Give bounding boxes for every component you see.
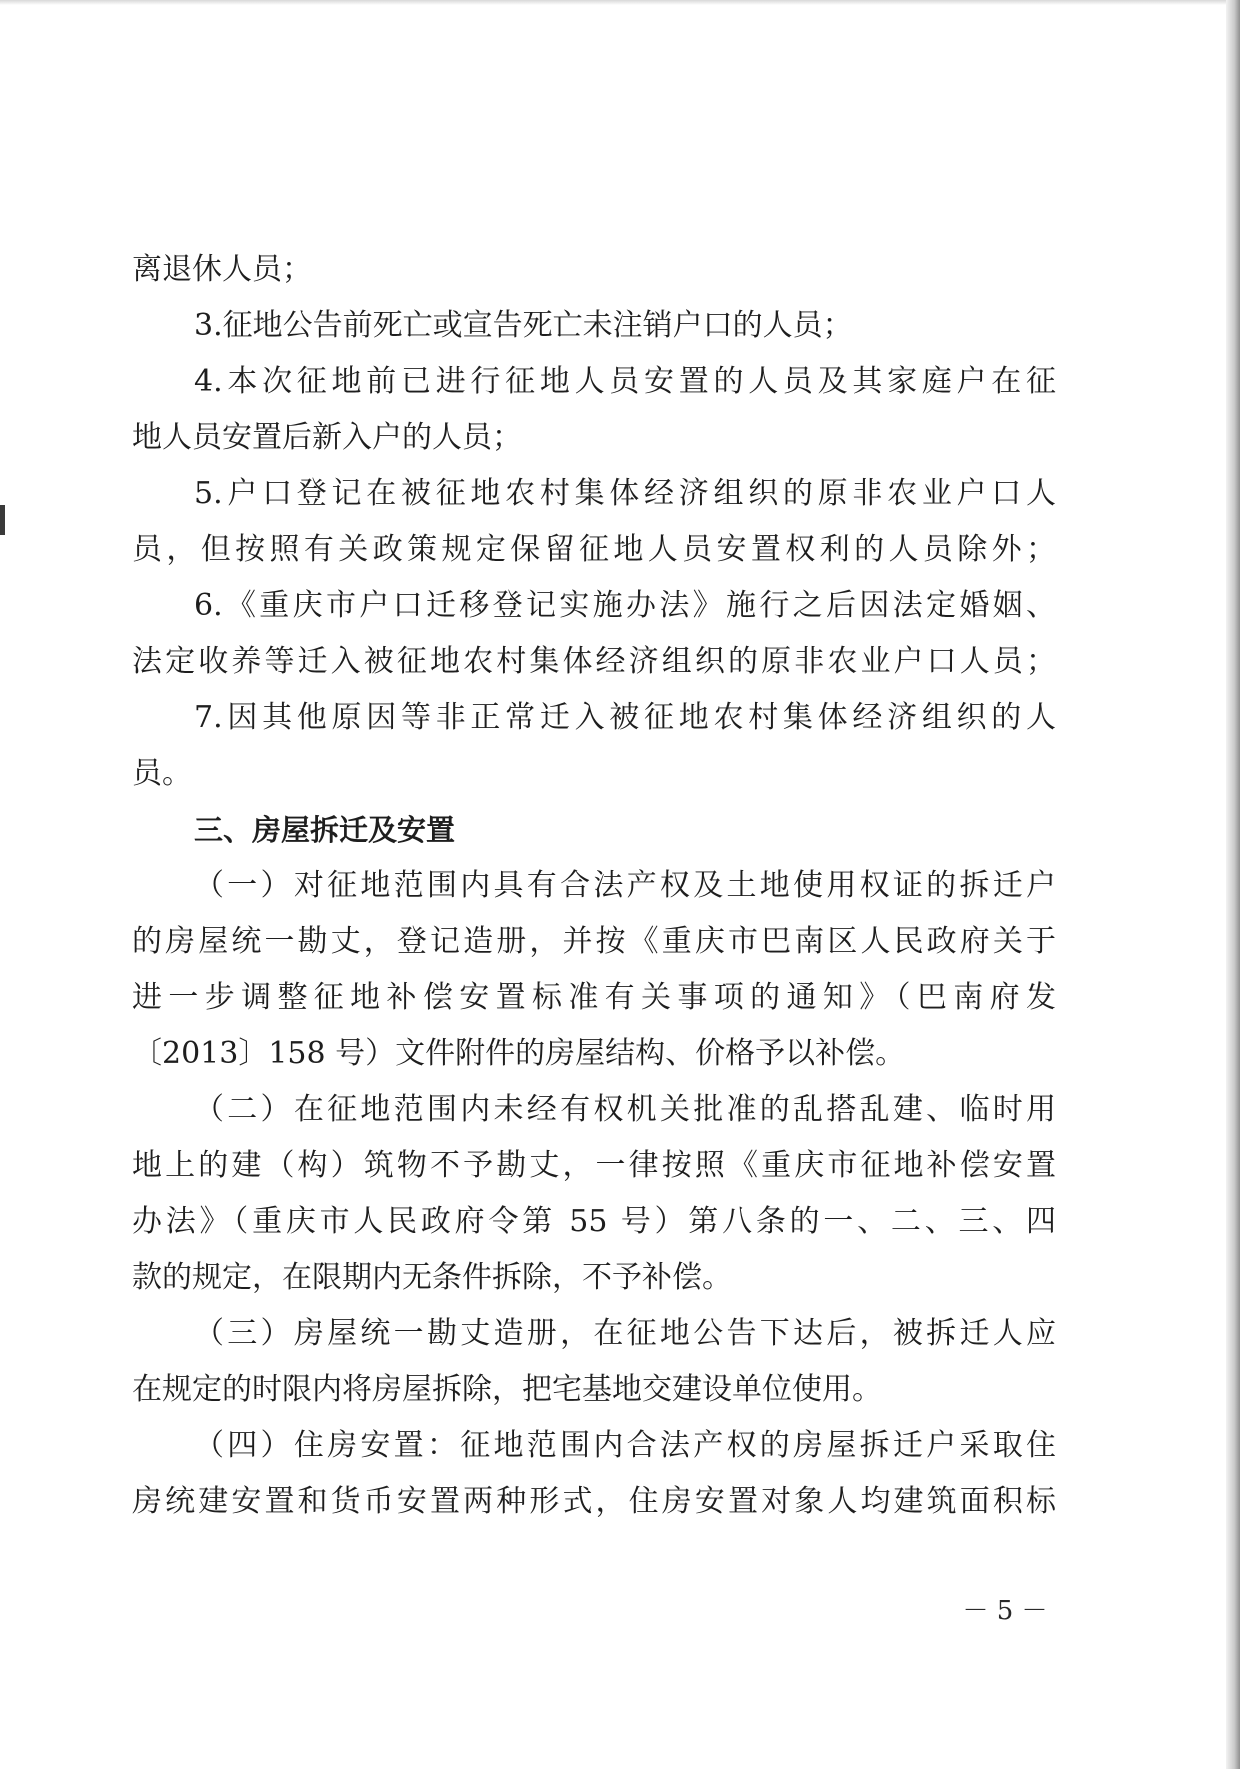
- text-line: 办法》（重庆市人民政府令第 55 号）第八条的一、二、三、四: [132, 1204, 1056, 1239]
- page-number: － 5 －: [962, 1596, 1048, 1626]
- text-line: 地上的建（构）筑物不予勘丈，一律按照《重庆市征地补偿安置: [132, 1148, 1056, 1183]
- text-line: 款的规定，在限期内无条件拆除，不予补偿。: [132, 1260, 732, 1295]
- paragraph-2-line: （二）在征地范围内未经有权机关批准的乱搭乱建、临时用: [194, 1092, 1056, 1127]
- text-line: 员。: [132, 756, 192, 791]
- text-line: 进一步调整征地补偿安置标准有关事项的通知》（巴南府发: [132, 980, 1056, 1015]
- scan-right-edge: [1226, 0, 1240, 1769]
- paragraph-3-line: （三）房屋统一勘丈造册，在征地公告下达后，被拆迁人应: [194, 1316, 1056, 1351]
- text-line: 的房屋统一勘丈，登记造册，并按《重庆市巴南区人民政府关于: [132, 924, 1056, 959]
- list-item-5: 5.户口登记在被征地农村集体经济组织的原非农业户口人: [194, 476, 1056, 511]
- scan-top-edge: [0, 0, 1240, 5]
- text-line: 地人员安置后新入户的人员；: [132, 420, 522, 455]
- text-line: 在规定的时限内将房屋拆除，把宅基地交建设单位使用。: [132, 1372, 882, 1407]
- list-item-6: 6.《重庆市户口迁移登记实施办法》施行之后因法定婚姻、: [194, 588, 1056, 623]
- text-line: 法定收养等迁入被征地农村集体经济组织的原非农业户口人员；: [132, 644, 1056, 679]
- text-line: 离退休人员；: [132, 252, 312, 287]
- document-body: [132, 242, 1056, 1530]
- text-line: 员，但按照有关政策规定保留征地人员安置权利的人员除外；: [132, 532, 1056, 567]
- text-line: 房统建安置和货币安置两种形式，住房安置对象人均建筑面积标: [132, 1484, 1056, 1519]
- list-item-7: 7.因其他原因等非正常迁入被征地农村集体经济组织的人: [194, 700, 1056, 735]
- paragraph-1-line: （一）对征地范围内具有合法产权及土地使用权证的拆迁户: [194, 868, 1056, 903]
- binding-mark: [0, 505, 5, 535]
- list-item-4: 4.本次征地前已进行征地人员安置的人员及其家庭户在征: [194, 364, 1056, 399]
- text-line: 〔2013〕158 号）文件附件的房屋结构、价格予以补偿。: [132, 1036, 906, 1071]
- list-item-3: 3.征地公告前死亡或宣告死亡未注销户口的人员；: [194, 308, 853, 343]
- section-heading: 三、房屋拆迁及安置: [194, 813, 456, 847]
- paragraph-4-line: （四）住房安置：征地范围内合法产权的房屋拆迁户采取住: [194, 1428, 1056, 1463]
